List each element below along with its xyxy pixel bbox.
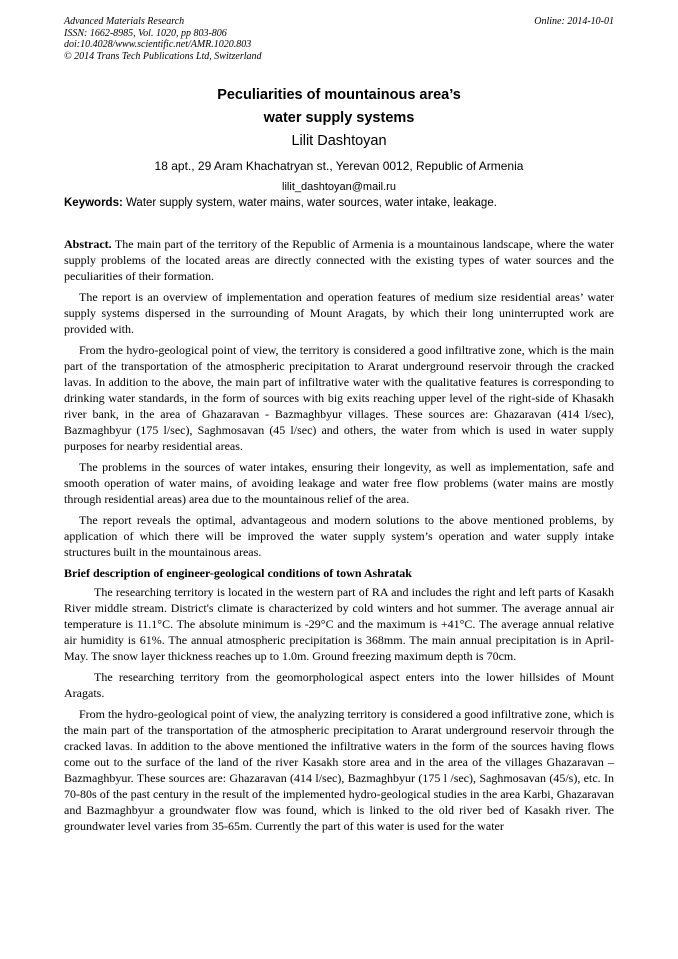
abstract-paragraph-3: From the hydro-geological point of view, the territory is considered a good infiltrative zone, which is the main part of the transportation of the atmospheric precipitation to Ararat underground reservoir through the cracked lavas. In addition to the above, the main part of infiltrative water with the qualitative features is corresponding to drinking water standards, in the form of sources with big exits reaching upper level of the right-side of Khasakh river bank, in the area of Ghazaravan - Bazmaghbyur villages. These sources are: Ghazaravan (414 l/sec), Bazmaghbyur (175 l/sec), Saghmosavan (45 l/sec) and others, the water from which is used in water supply purposes for nearby residential areas.: [64, 343, 614, 453]
body-text: [64, 236, 614, 839]
paper-title-line-2: water supply systems: [263, 110, 415, 126]
abstract-paragraph-2: The report is an overview of implementation and operation features of medium size residential areas’ water supply systems dispersed in the surrounding of Mount Aragats, by which their long uninterrupted work are provided with.: [64, 290, 614, 336]
section-paragraph-3: From the hydro-geological point of view, the analyzing territory is considered a good infiltrative zone, which is the main part of the transportation of the atmospheric precipitation to Ararat underground reservoir through the cracked lavas. In addition to the above mentioned the infiltrative waters in the form of the sources having flows come out to the surface of the land of the river Kasakh store area and in the area of the villages Ghazaravan – Bazmaghbyur. These sources are: Ghazaravan (414 l/sec), Bazmaghbyur (175 l /sec), Saghmosavan (45/s), etc. In 70-80s of the past century in the result of the implemented hydro-geological studies in the area Karbi, Ghazaravan and Bazmaghbyur a groundwater flow was found, which is linked to the old river bed of Kasakh river. The groundwater level varies from 35-65m. Currently the part of this water is used for the water: [64, 707, 614, 833]
abstract-label: Abstract.: [64, 237, 112, 251]
author-affiliation: 18 apt., 29 Aram Khachatryan st., Yerevan 0012, Republic of Armenia: [154, 159, 524, 173]
paper-title-line-1: Peculiarities of mountainous area’s: [217, 87, 461, 103]
abstract-paragraph-1: [64, 236, 614, 284]
journal-doi: doi:10.4028/www.scientific.net/AMR.1020.803: [64, 39, 252, 50]
abstract-paragraph-4: The problems in the sources of water intakes, ensuring their longevity, as well as implementation, safe and smooth operation of water mains, of avoiding leakage and water free flow problems (water mains are mostly through residential areas) area due to the mountainous relief of the area.: [64, 460, 614, 506]
section-paragraph-2: The researching territory from the geomorphological aspect enters into the lower hillsides of Mount Aragats.: [64, 670, 614, 700]
online-date: Online: 2014-10-01: [534, 16, 614, 27]
abstract-paragraph-5: The report reveals the optimal, advantageous and modern solutions to the above mentioned problems, by application of which there will be improved the water supply system’s operation and water supply intake structures built in the mountainous areas.: [64, 513, 614, 559]
journal-issn: ISSN: 1662-8985, Vol. 1020, pp 803-806: [64, 27, 227, 39]
section-paragraph-1: The researching territory is located in the western part of RA and includes the right and left parts of Kasakh River middle stream. District's climate is characterized by cold winters and hot summer. The average annual air temperature is 11.1°C. The absolute minimum is -29°C and the maximum is +41°C. The average annual relative air humidity is 61%. The annual atmospheric precipitation is 368mm. The main annual precipitation is in April-May. The snow layer thickness reaches up to 1.0m. Ground freezing maximum depth is 70cm.: [64, 585, 614, 663]
keywords-list: Water supply system, water mains, water sources, water intake, leakage.: [122, 197, 497, 209]
author-email: lilit_dashtoyan@mail.ru: [282, 181, 396, 193]
abstract-text-1: The main part of the territory of the Republic of Armenia is a mountainous landscape, where the water supply problems of the located areas are directly connected with the existing types of water sources and the peculiarities of their formation.: [64, 237, 614, 283]
journal-name: Advanced Materials Research: [64, 16, 185, 27]
title-block: [64, 84, 614, 196]
section-heading: Brief description of engineer-geological conditions of town Ashratak: [64, 566, 412, 580]
keywords-label: Keywords:: [64, 197, 123, 209]
journal-copyright: © 2014 Trans Tech Publications Ltd, Switzerland: [64, 50, 262, 62]
keywords: [64, 195, 614, 211]
journal-header: [64, 16, 614, 62]
author-name: Lilit Dashtoyan: [291, 133, 387, 149]
